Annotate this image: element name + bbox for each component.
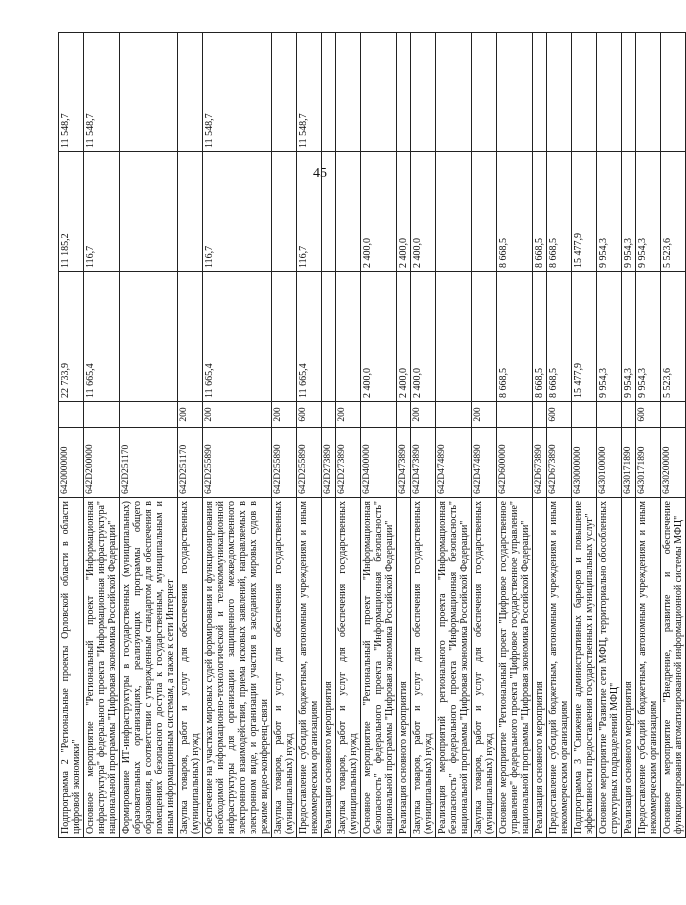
cell-code: 6420000000 bbox=[59, 428, 84, 498]
cell-type: 200 bbox=[203, 402, 272, 428]
cell-name: Формирование ИТ-инфраструктуры в государственных (муниципальных) образовательных организациях, реализующих программы общего образования, в соответствии с утвержденным стандартом для обеспечения в помещениях безопасного доступа к государственным, муниципальным и иным информационным системам, а также к сети Интернет bbox=[120, 498, 178, 838]
cell-v2: 8 668,5 bbox=[497, 152, 533, 272]
cell-v2: 116,7 bbox=[203, 152, 272, 272]
cell-v1 bbox=[336, 272, 361, 402]
table-row bbox=[361, 33, 397, 838]
cell-code: 642D255890 bbox=[272, 428, 297, 498]
cell-v3 bbox=[411, 33, 436, 152]
cell-code: 6430200000 bbox=[661, 428, 686, 498]
cell-code: 6430000000 bbox=[572, 428, 597, 498]
table-row bbox=[59, 33, 84, 838]
cell-type bbox=[622, 402, 636, 428]
table-row bbox=[572, 33, 597, 838]
cell-name: Реализация основного мероприятия bbox=[397, 498, 411, 838]
cell-type bbox=[597, 402, 622, 428]
cell-code: 642D673890 bbox=[533, 428, 547, 498]
cell-type: 600 bbox=[547, 402, 572, 428]
cell-type: 600 bbox=[297, 402, 322, 428]
cell-type bbox=[120, 402, 178, 428]
cell-code: 642D251170 bbox=[120, 428, 178, 498]
cell-name: Закупка товаров, работ и услуг для обеспечения государственных (муниципальных) нужд bbox=[272, 498, 297, 838]
cell-v1: 8 668,5 bbox=[533, 272, 547, 402]
cell-v3 bbox=[622, 33, 636, 152]
cell-code: 6430171890 bbox=[622, 428, 636, 498]
cell-type: 200 bbox=[472, 402, 497, 428]
cell-type bbox=[436, 402, 472, 428]
cell-v1 bbox=[436, 272, 472, 402]
cell-v3 bbox=[497, 33, 533, 152]
cell-v2: 116,7 bbox=[84, 152, 120, 272]
cell-v1 bbox=[472, 272, 497, 402]
table-row bbox=[203, 33, 272, 838]
cell-v2 bbox=[322, 152, 336, 272]
cell-name: Основное мероприятие "Развитие сети МФЦ, территориально обособленных структурных подразделений МФЦ" bbox=[597, 498, 622, 838]
cell-name: Основное мероприятие "Внедрение, развитие и обеспечение функционирования автоматизированной информационной системы МФЦ" bbox=[661, 498, 686, 838]
cell-code: 642D473890 bbox=[411, 428, 436, 498]
cell-code: 642D273890 bbox=[322, 428, 336, 498]
page-number: 45 bbox=[313, 166, 327, 181]
cell-v2: 11 185,2 bbox=[59, 152, 84, 272]
cell-v2 bbox=[178, 152, 203, 272]
table-row bbox=[397, 33, 411, 838]
table-row bbox=[661, 33, 686, 838]
cell-v3: 11 548,7 bbox=[84, 33, 120, 152]
cell-type bbox=[59, 402, 84, 428]
cell-v1: 8 668,5 bbox=[547, 272, 572, 402]
cell-type: 200 bbox=[272, 402, 297, 428]
cell-v2 bbox=[436, 152, 472, 272]
cell-v1: 9 954,3 bbox=[622, 272, 636, 402]
cell-type: 200 bbox=[178, 402, 203, 428]
cell-v3: 11 548,7 bbox=[203, 33, 272, 152]
cell-v3: 11 548,7 bbox=[59, 33, 84, 152]
cell-v3 bbox=[533, 33, 547, 152]
cell-v2: 116,7 bbox=[297, 152, 322, 272]
cell-v1: 2 400,0 bbox=[397, 272, 411, 402]
cell-v3 bbox=[597, 33, 622, 152]
table-row bbox=[436, 33, 472, 838]
cell-code: 642D474890 bbox=[436, 428, 472, 498]
cell-type bbox=[397, 402, 411, 428]
cell-v2 bbox=[272, 152, 297, 272]
cell-v2: 15 477,9 bbox=[572, 152, 597, 272]
cell-v1: 11 665,4 bbox=[203, 272, 272, 402]
cell-type: 200 bbox=[411, 402, 436, 428]
cell-name: Реализация основного мероприятия bbox=[533, 498, 547, 838]
cell-v2: 9 954,3 bbox=[622, 152, 636, 272]
cell-type: 600 bbox=[636, 402, 661, 428]
cell-code: 6430100000 bbox=[597, 428, 622, 498]
cell-code: 642D600000 bbox=[497, 428, 533, 498]
table-row bbox=[547, 33, 572, 838]
cell-v2: 9 954,3 bbox=[597, 152, 622, 272]
cell-v1 bbox=[322, 272, 336, 402]
table-row bbox=[597, 33, 622, 838]
cell-v2 bbox=[120, 152, 178, 272]
cell-type bbox=[497, 402, 533, 428]
cell-v3 bbox=[178, 33, 203, 152]
cell-v1: 15 477,9 bbox=[572, 272, 597, 402]
cell-v3 bbox=[572, 33, 597, 152]
cell-v1 bbox=[272, 272, 297, 402]
cell-name: Реализация мероприятий регионального проекта "Информационная безопасность" федерального проекта "Информационная безопасность" национальной программы "Цифровая экономика Российской Федерации" bbox=[436, 498, 472, 838]
cell-v3 bbox=[361, 33, 397, 152]
cell-v3 bbox=[397, 33, 411, 152]
table-row bbox=[533, 33, 547, 838]
cell-v3: 11 548,7 bbox=[297, 33, 322, 152]
cell-name: Основное мероприятие "Региональный проект "Информационная безопасность" федерального проекта "Информационная безопасность" национальной программы "Цифровая экономика Российской Федерации" bbox=[361, 498, 397, 838]
cell-code: 642D255890 bbox=[203, 428, 272, 498]
cell-v1: 11 665,4 bbox=[297, 272, 322, 402]
table-row bbox=[178, 33, 203, 838]
cell-type bbox=[661, 402, 686, 428]
cell-type: 200 bbox=[336, 402, 361, 428]
cell-type bbox=[84, 402, 120, 428]
cell-code: 642D200000 bbox=[84, 428, 120, 498]
cell-v3 bbox=[336, 33, 361, 152]
cell-name: Предоставление субсидий бюджетным, автономным учреждениям и иным некоммерческим организациям bbox=[547, 498, 572, 838]
table-row bbox=[120, 33, 178, 838]
cell-v1: 9 954,3 bbox=[597, 272, 622, 402]
cell-code: 642D255890 bbox=[297, 428, 322, 498]
cell-v1: 9 954,3 bbox=[636, 272, 661, 402]
cell-v2: 5 523,6 bbox=[661, 152, 686, 272]
cell-code: 642D473890 bbox=[397, 428, 411, 498]
cell-v2: 2 400,0 bbox=[361, 152, 397, 272]
cell-v1: 5 523,6 bbox=[661, 272, 686, 402]
cell-v1: 2 400,0 bbox=[411, 272, 436, 402]
cell-name: Закупка товаров, работ и услуг для обеспечения государственных (муниципальных) нужд bbox=[336, 498, 361, 838]
budget-table-body bbox=[59, 33, 686, 838]
cell-v3 bbox=[322, 33, 336, 152]
cell-v1: 22 733,9 bbox=[59, 272, 84, 402]
cell-v1: 11 665,4 bbox=[84, 272, 120, 402]
cell-type bbox=[361, 402, 397, 428]
cell-v2: 2 400,0 bbox=[397, 152, 411, 272]
table-row bbox=[336, 33, 361, 838]
cell-name: Обеспечение на участках мировых судей формирования и функционирования необходимой информационно-технологической и телекоммуникационной инфраструктуры для организации защищенного межведомственного электронного взаимодействия, приема исковых заявлений, направляемых в электронном виде, и организации участия в заседаниях мировых судов в режиме видео-конференц-связи bbox=[203, 498, 272, 838]
cell-v1: 2 400,0 bbox=[361, 272, 397, 402]
cell-code: 642D673890 bbox=[547, 428, 572, 498]
cell-name: Закупка товаров, работ и услуг для обеспечения государственных (муниципальных) нужд bbox=[472, 498, 497, 838]
cell-code: 6430171890 bbox=[636, 428, 661, 498]
budget-table-rotated bbox=[58, 33, 684, 838]
cell-name: Подпрограмма 3 "Снижение административных барьеров и повышение эффективности предоставления государственных и муниципальных услуг" bbox=[572, 498, 597, 838]
table-row bbox=[297, 33, 322, 838]
cell-v3 bbox=[547, 33, 572, 152]
cell-v2 bbox=[336, 152, 361, 272]
table-row bbox=[636, 33, 661, 838]
cell-code: 642D251170 bbox=[178, 428, 203, 498]
cell-type bbox=[533, 402, 547, 428]
cell-name: Предоставление субсидий бюджетным, автономным учреждениям и иным некоммерческим организациям bbox=[636, 498, 661, 838]
table-row bbox=[622, 33, 636, 838]
cell-name: Основное мероприятие "Региональный проект "Цифровое государственное управление" федерального проекта "Цифровое государственное управление" национальной программы "Цифровая экономика Российской Федерации" bbox=[497, 498, 533, 838]
cell-v2: 9 954,3 bbox=[636, 152, 661, 272]
cell-name: Закупка товаров, работ и услуг для обеспечения государственных (муниципальных) нужд bbox=[411, 498, 436, 838]
cell-v2: 8 668,5 bbox=[533, 152, 547, 272]
cell-code: 642D474890 bbox=[472, 428, 497, 498]
cell-v3 bbox=[272, 33, 297, 152]
table-row bbox=[322, 33, 336, 838]
cell-code: 642D400000 bbox=[361, 428, 397, 498]
cell-v1: 8 668,5 bbox=[497, 272, 533, 402]
cell-v3 bbox=[120, 33, 178, 152]
cell-name: Реализация основного мероприятия bbox=[322, 498, 336, 838]
budget-table bbox=[58, 32, 686, 838]
cell-v2: 8 668,5 bbox=[547, 152, 572, 272]
table-row bbox=[272, 33, 297, 838]
table-row bbox=[472, 33, 497, 838]
cell-v1 bbox=[120, 272, 178, 402]
cell-v3 bbox=[636, 33, 661, 152]
cell-name: Закупка товаров, работ и услуг для обеспечения государственных (муниципальных) нужд bbox=[178, 498, 203, 838]
table-row bbox=[497, 33, 533, 838]
cell-type bbox=[572, 402, 597, 428]
cell-code: 642D273890 bbox=[336, 428, 361, 498]
table-row bbox=[411, 33, 436, 838]
cell-name: Предоставление субсидий бюджетным, автономным учреждениям и иным некоммерческим организациям bbox=[297, 498, 322, 838]
cell-v2 bbox=[472, 152, 497, 272]
cell-type bbox=[322, 402, 336, 428]
cell-name: Основное мероприятие "Региональный проект "Информационная инфраструктура" федерального проекта "Информационная инфраструктура" национальной программы "Цифровая экономика Российской Федерации" bbox=[84, 498, 120, 838]
table-row bbox=[84, 33, 120, 838]
cell-v1 bbox=[178, 272, 203, 402]
cell-v3 bbox=[472, 33, 497, 152]
cell-v3 bbox=[436, 33, 472, 152]
cell-name: Реализация основного мероприятия bbox=[622, 498, 636, 838]
cell-name: Подпрограмма 2 "Региональные проекты Орловской области в области цифровой экономики" bbox=[59, 498, 84, 838]
cell-v3 bbox=[661, 33, 686, 152]
cell-v2: 2 400,0 bbox=[411, 152, 436, 272]
